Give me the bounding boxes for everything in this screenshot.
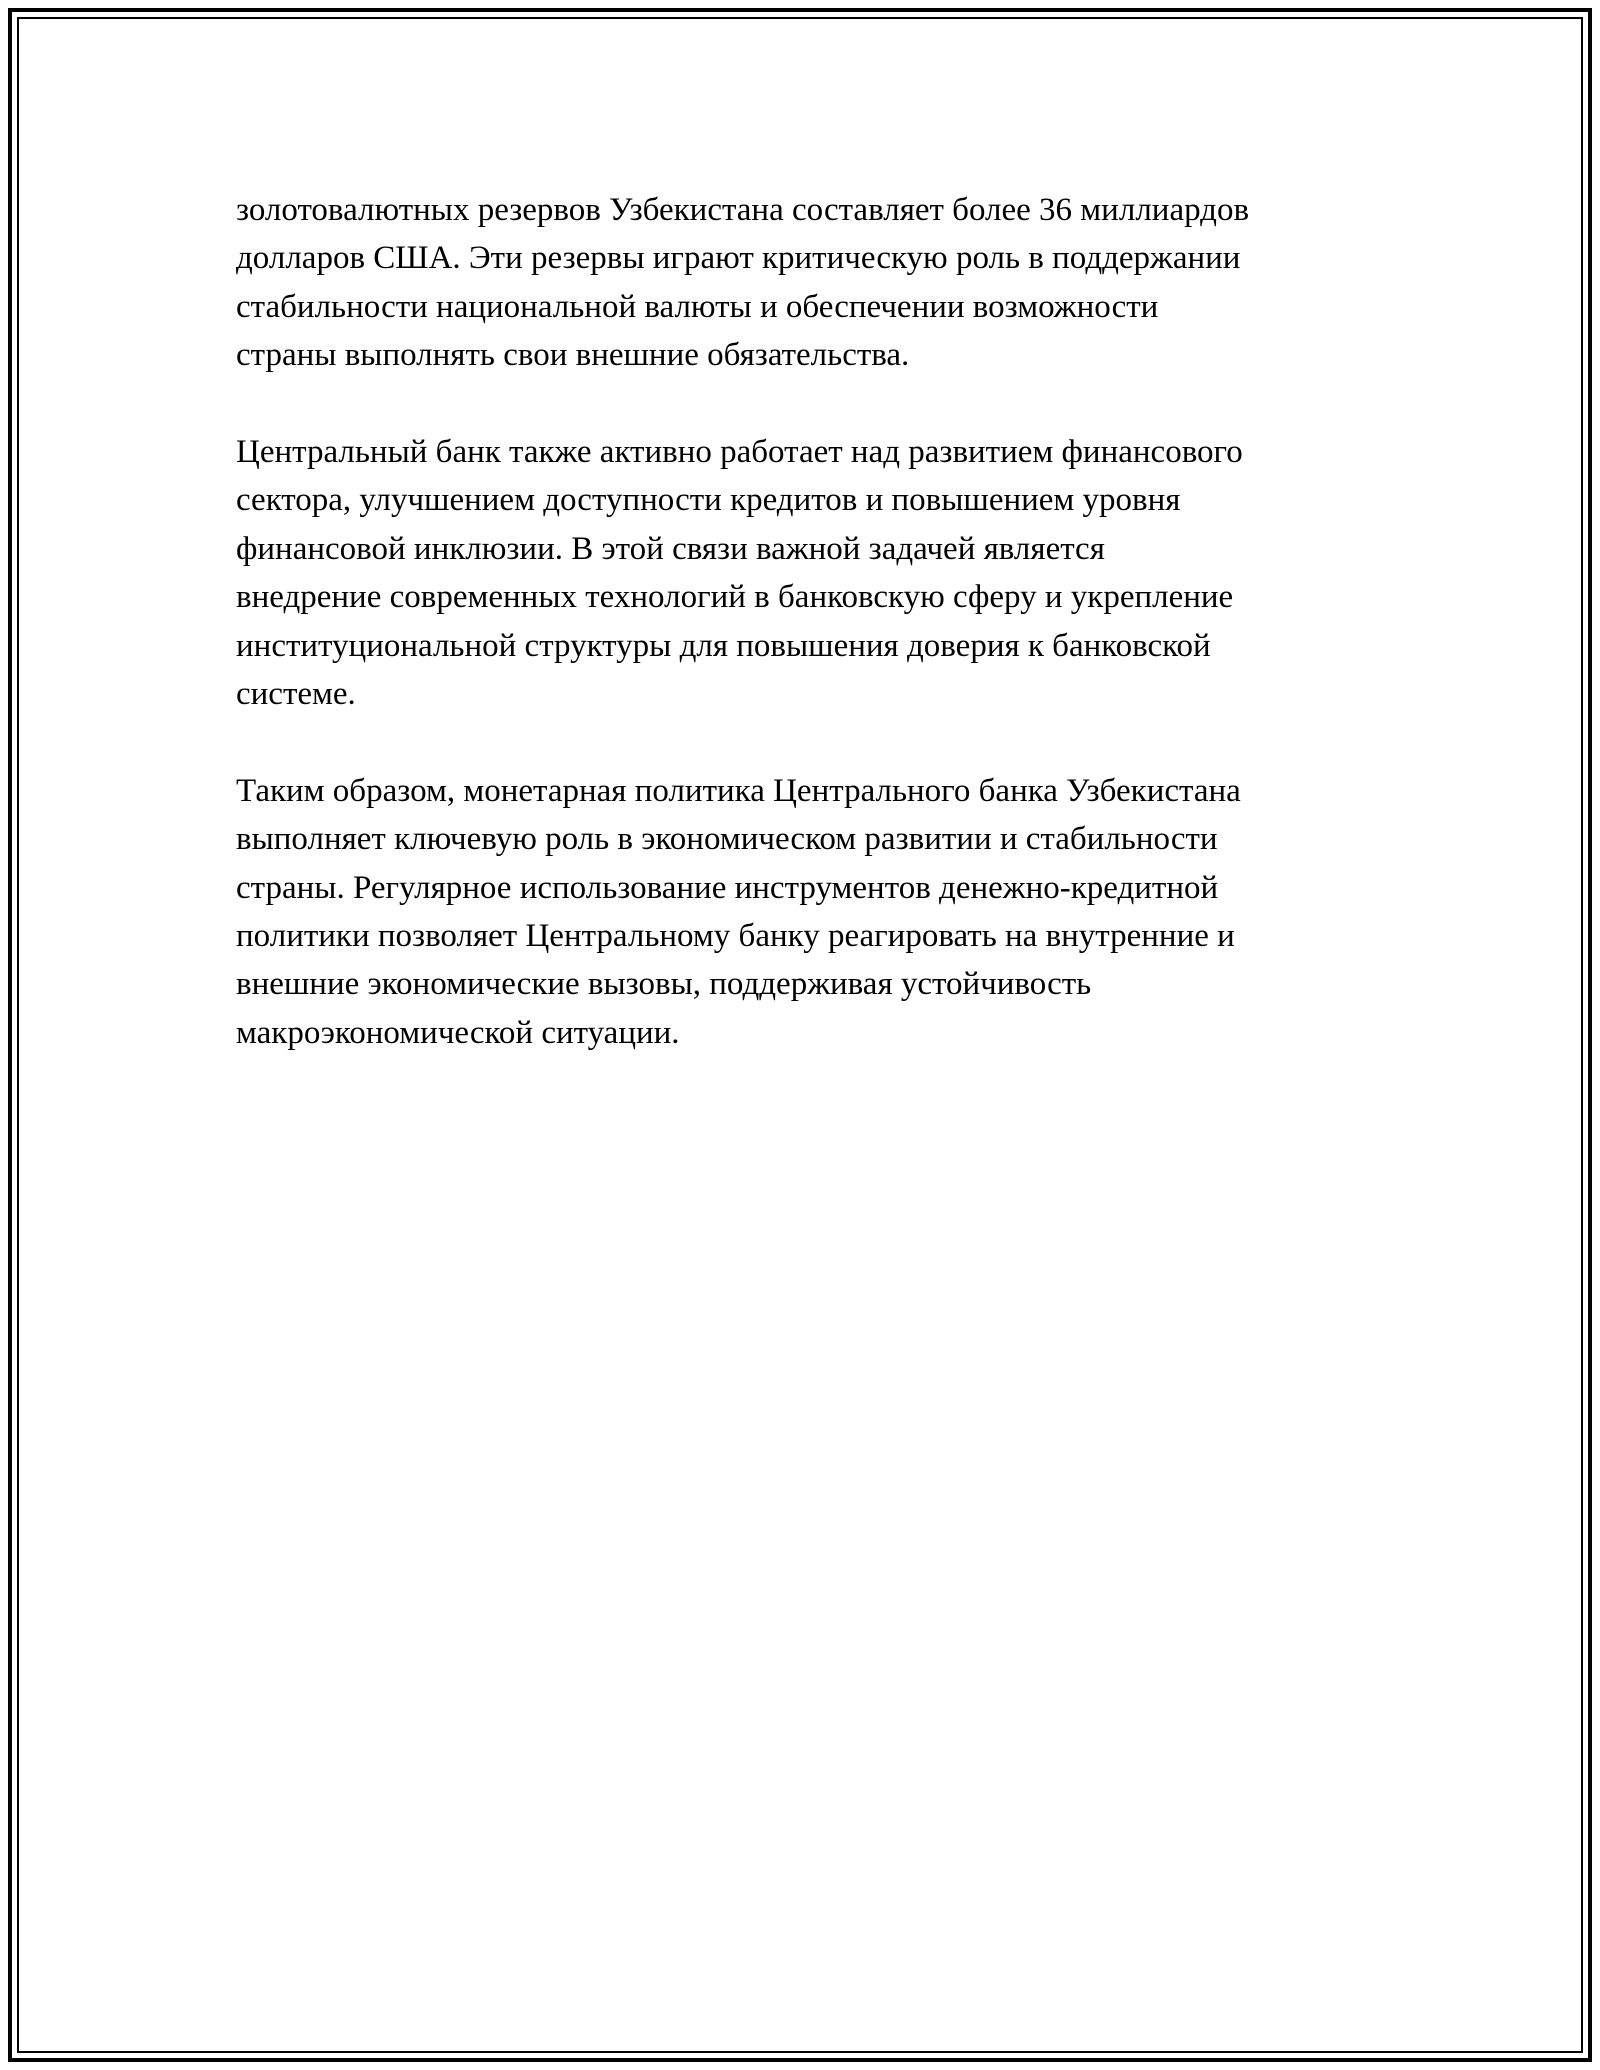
document-body	[236, 186, 1386, 1106]
text-line: стабильности национальной валюты и обеспечении возможности	[236, 288, 1159, 325]
text-line: золотовалютных резервов Узбекистана составляет более 36 миллиардов	[236, 192, 1250, 228]
text-line: макроэкономической ситуации.	[236, 1014, 680, 1051]
text-line: страны выполнять свои внешние обязательства.	[236, 337, 910, 374]
text-line: выполняет ключевую роль в экономическом развитии и стабильности	[236, 821, 1218, 858]
text-line: внешние экономические вызовы, поддерживая устойчивость	[236, 966, 1092, 1003]
paragraph-conclusion	[236, 767, 1386, 1057]
text-line: системе.	[236, 676, 356, 713]
paragraph-reserves	[236, 186, 1386, 380]
text-line: сектора, улучшением доступности кредитов и повышением уровня	[236, 482, 1181, 519]
text-line: внедрение современных технологий в банковскую сферу и укрепление	[236, 579, 1234, 616]
text-line: институциональной структуры для повышения доверия к банковской	[236, 627, 1211, 664]
text-line: финансовой инклюзии. В этой связи важной задачей является	[236, 530, 1105, 567]
text-line: Центральный банк также активно работает над развитием финансового	[236, 434, 1243, 471]
text-line: Таким образом, монетарная политика Центрального банка Узбекистана	[236, 772, 1241, 809]
text-line: политики позволяет Центральному банку реагировать на внутренние и	[236, 918, 1235, 955]
text-line: долларов США. Эти резервы играют критическую роль в поддержании	[236, 240, 1241, 277]
paragraph-financial-sector	[236, 428, 1386, 718]
text-line: страны. Регулярное использование инструментов денежно-кредитной	[236, 869, 1219, 906]
